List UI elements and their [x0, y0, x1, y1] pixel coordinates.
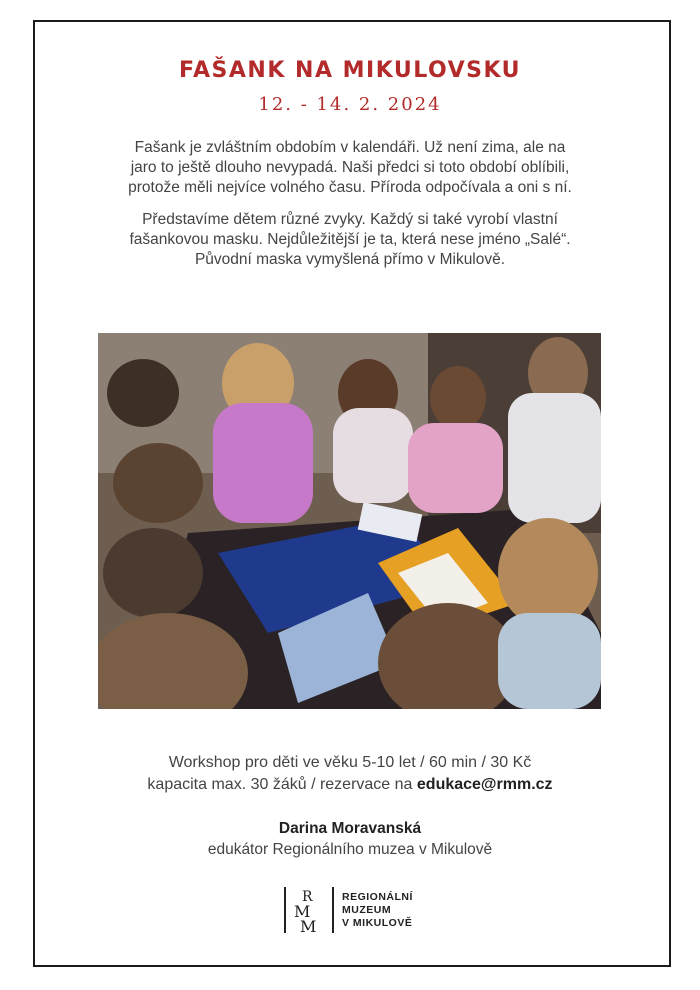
program-paragraph [90, 210, 610, 270]
logo-divider [284, 887, 286, 933]
logo-line: REGIONÁLNÍ [342, 891, 413, 903]
workshop-details: Workshop pro děti ve věku 5-10 let / 60 min / 30 Kč [168, 754, 532, 771]
logo-line: MUZEUM [342, 904, 392, 916]
museum-logo [284, 887, 434, 933]
rmm-monogram-icon [290, 887, 330, 933]
text-line: protože měli nejvíce volného času. Příroda odpočívala a oni s ní. [128, 179, 572, 196]
workshop-info [0, 752, 700, 796]
text-line: Fašank je zvláštním obdobím v kalendáři. Už není zima, ale na [134, 139, 566, 156]
children-at-table-illustration [98, 333, 601, 709]
capacity-text: kapacita max. 30 žáků / rezervace na [147, 776, 417, 793]
educator-role: edukátor Regionálního muzea v Mikulově [207, 841, 493, 858]
poster-title: FAŠANK NA MIKULOVSKU [179, 58, 521, 83]
event-dates: 12. - 14. 2. 2024 [258, 94, 442, 115]
logo-divider [332, 887, 334, 933]
text-line: jaro to ještě dlouho nevypadá. Naši předci si toto období oblíbili, [130, 159, 570, 176]
svg-text:R: R [302, 889, 313, 905]
reservation-line [0, 774, 700, 796]
svg-text:M: M [300, 917, 317, 933]
text-line: Představíme dětem různé zvyky. Každý si také vyrobí vlastní [142, 211, 558, 228]
text-line: fašankovou masku. Nejdůležitější je ta, která nese jméno „Salé“. [129, 231, 571, 248]
text-line: Původní maska vymyšlená přímo v Mikulově. [194, 251, 506, 268]
educator-name: Darina Moravanská [278, 820, 422, 837]
logo-line: V MIKULOVĚ [342, 917, 413, 929]
email-link[interactable]: edukace@rmm.cz [416, 776, 553, 793]
intro-paragraph [90, 138, 610, 198]
workshop-photo [98, 333, 601, 709]
svg-text:M: M [294, 902, 311, 921]
logo-text [342, 891, 413, 930]
